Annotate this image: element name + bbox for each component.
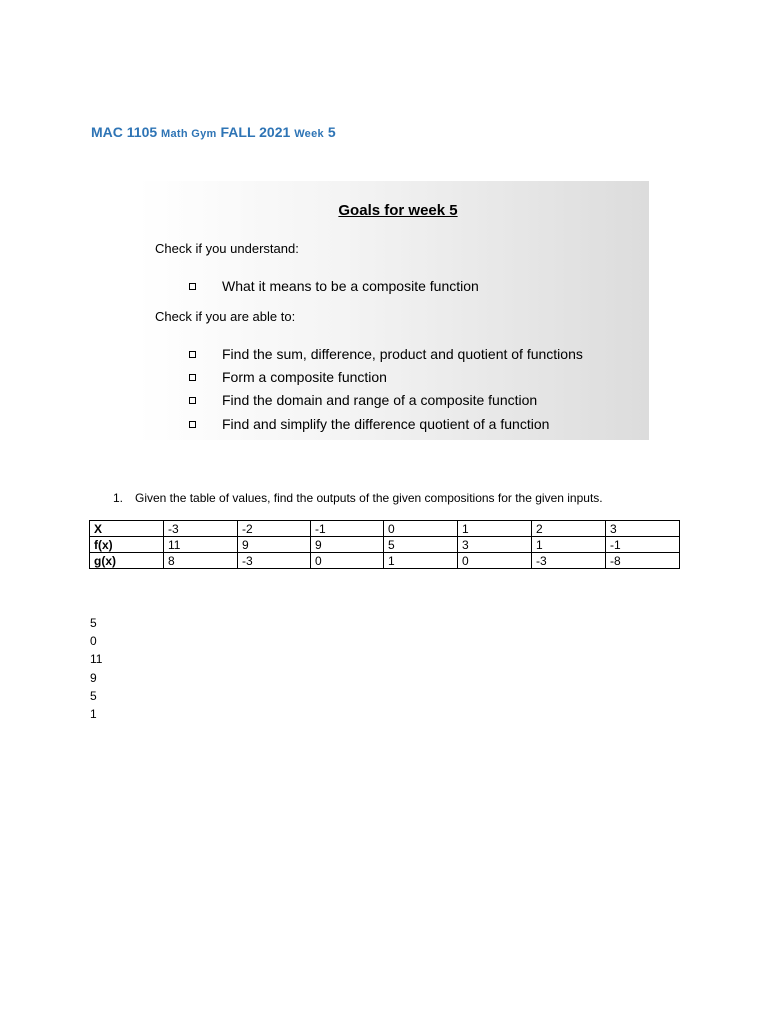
values-table xyxy=(89,520,680,569)
title-part-week-word: Week xyxy=(294,128,324,140)
table-cell: X xyxy=(90,521,164,537)
question-text: Given the table of values, find the outputs of the given compositions for the given inputs. xyxy=(135,491,603,505)
checkbox[interactable] xyxy=(189,283,196,290)
table-row xyxy=(90,521,680,537)
answer-line: 5 xyxy=(90,616,97,630)
checkbox[interactable] xyxy=(189,397,196,404)
table-cell: 1 xyxy=(458,521,532,537)
table-cell: -1 xyxy=(311,521,384,537)
table-cell: 2 xyxy=(532,521,606,537)
title-part-course: MAC 1105 xyxy=(91,124,162,140)
table-row xyxy=(90,553,680,569)
understand-label: Check if you understand: xyxy=(155,241,299,256)
table-cell: 1 xyxy=(532,537,606,553)
table-cell: -2 xyxy=(238,521,311,537)
question-number: 1. xyxy=(113,491,124,505)
answer-line: 9 xyxy=(90,670,97,685)
able-item xyxy=(189,392,537,408)
able-label: Check if you are able to: xyxy=(155,309,296,324)
checkbox[interactable] xyxy=(189,421,196,428)
able-item-text: Form a composite function xyxy=(222,369,387,385)
checkbox[interactable] xyxy=(189,374,196,381)
table-cell: 9 xyxy=(238,537,311,553)
title-part-mathgym: Math Gym xyxy=(161,128,217,140)
able-item-text: Find and simplify the difference quotient of a function xyxy=(222,416,550,432)
table-row xyxy=(90,537,680,553)
title-part-term: FALL 2021 xyxy=(216,124,295,140)
table-cell: 0 xyxy=(458,553,532,569)
answer-line: 1 xyxy=(90,707,97,722)
goals-heading: Goals for week 5 xyxy=(338,202,458,219)
answer-line: 11 xyxy=(90,652,103,667)
understand-item xyxy=(189,278,479,294)
table-cell: g(x) xyxy=(90,553,164,569)
table-cell: 5 xyxy=(384,537,458,553)
understand-item-text: What it means to be a composite function xyxy=(222,278,479,294)
table-cell: 11 xyxy=(164,537,238,553)
able-item-text: Find the sum, difference, product and quotient of functions xyxy=(222,346,583,362)
question-1 xyxy=(113,491,603,505)
answer-line: 5 xyxy=(90,688,97,703)
table-cell: -1 xyxy=(606,537,680,553)
answers-list xyxy=(90,614,102,723)
table-cell: 1 xyxy=(384,553,458,569)
checkbox[interactable] xyxy=(189,351,196,358)
able-item xyxy=(189,346,583,362)
table-cell: 3 xyxy=(458,537,532,553)
document-title xyxy=(91,124,336,140)
table-cell: 3 xyxy=(606,521,680,537)
table-cell: -3 xyxy=(164,521,238,537)
table-cell: -3 xyxy=(238,553,311,569)
table-cell: 0 xyxy=(384,521,458,537)
table-cell: 0 xyxy=(311,553,384,569)
title-part-week-number: 5 xyxy=(323,124,336,140)
able-item xyxy=(189,369,387,385)
able-item-text: Find the domain and range of a composite function xyxy=(222,392,538,408)
able-item xyxy=(189,416,549,432)
table-cell: 9 xyxy=(311,537,384,553)
table-cell: -3 xyxy=(532,553,606,569)
goals-panel xyxy=(137,181,649,440)
table-cell: -8 xyxy=(606,553,680,569)
answer-line: 0 xyxy=(90,634,97,649)
table-cell: f(x) xyxy=(90,537,164,553)
table-cell: 8 xyxy=(164,553,238,569)
